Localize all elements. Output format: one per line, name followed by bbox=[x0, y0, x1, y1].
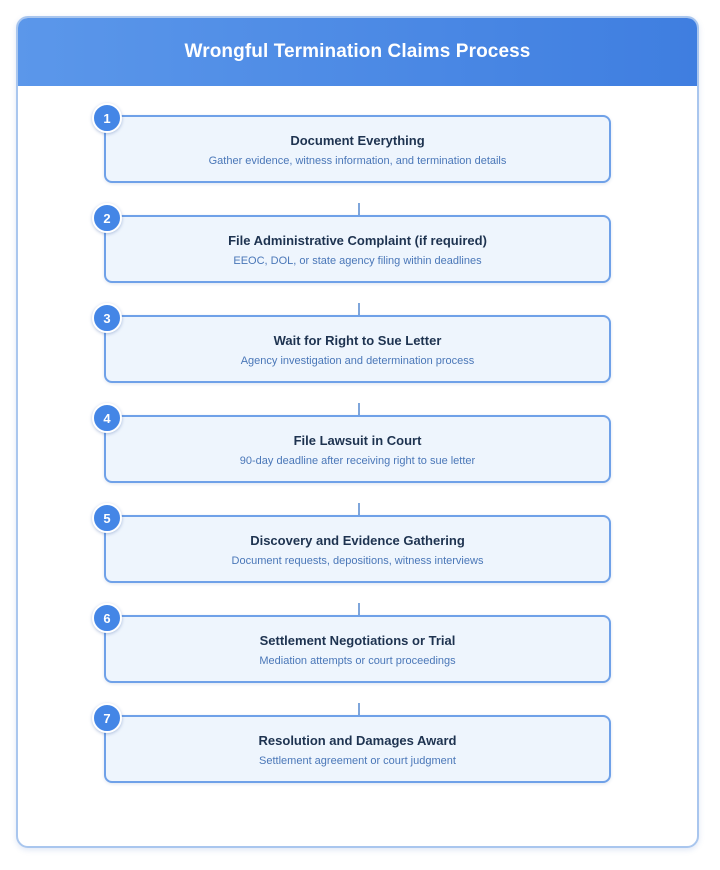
step-title: File Lawsuit in Court bbox=[293, 433, 422, 448]
step-title: Discovery and Evidence Gathering bbox=[250, 533, 465, 548]
step-number-badge: 6 bbox=[92, 603, 122, 633]
step-box bbox=[103, 610, 611, 683]
step-box bbox=[103, 110, 611, 183]
step-box bbox=[103, 310, 611, 383]
step-description: EEOC, DOL, or state agency filing within deadlines bbox=[233, 255, 482, 267]
steps-list bbox=[18, 18, 697, 846]
step-number-badge: 5 bbox=[92, 503, 122, 533]
step-title: Wait for Right to Sue Letter bbox=[273, 333, 442, 348]
diagram-title: Wrongful Termination Claims Process bbox=[184, 41, 531, 62]
step-box bbox=[103, 410, 611, 483]
step-number-badge: 1 bbox=[92, 103, 122, 133]
step-box bbox=[103, 710, 611, 783]
step-box bbox=[103, 210, 611, 283]
step-number-badge: 2 bbox=[92, 203, 122, 233]
step-description: 90-day deadline after receiving right to sue letter bbox=[239, 455, 476, 467]
step-description: Gather evidence, witness information, and termination details bbox=[208, 155, 507, 167]
step-description: Mediation attempts or court proceedings bbox=[259, 655, 456, 667]
step-title: Document Everything bbox=[290, 133, 425, 148]
step-description: Settlement agreement or court judgment bbox=[259, 755, 456, 767]
step-description: Document requests, depositions, witness interviews bbox=[231, 555, 484, 567]
step-number-badge: 4 bbox=[92, 403, 122, 433]
step-description: Agency investigation and determination process bbox=[240, 355, 475, 367]
step-number-badge: 3 bbox=[92, 303, 122, 333]
step-title: Resolution and Damages Award bbox=[258, 733, 457, 748]
step-number-badge: 7 bbox=[92, 703, 122, 733]
step-title: Settlement Negotiations or Trial bbox=[259, 633, 456, 648]
step-box bbox=[103, 510, 611, 583]
step-title: File Administrative Complaint (if required) bbox=[228, 233, 487, 248]
process-card bbox=[16, 16, 699, 848]
